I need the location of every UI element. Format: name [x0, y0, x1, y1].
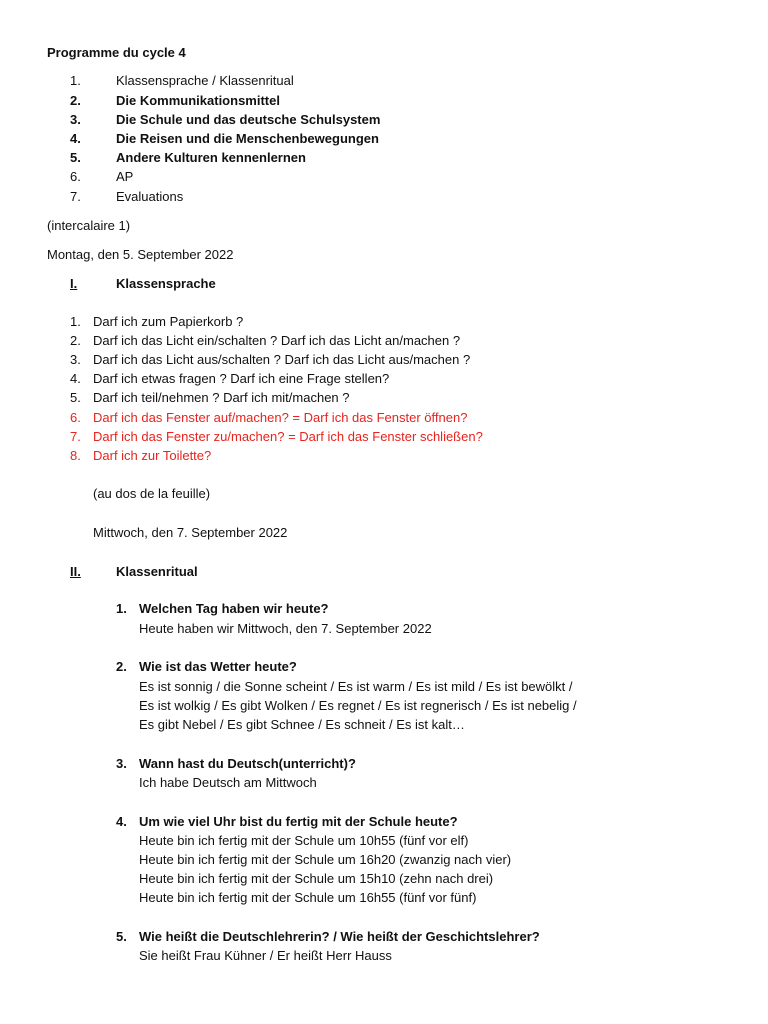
- item-text: Darf ich etwas fragen ? Darf ich eine Frage stellen?: [93, 371, 390, 386]
- programme-item-text: Die Kommunikationsmittel: [116, 93, 280, 108]
- programme-item: [70, 149, 306, 167]
- ritual-question: [116, 813, 458, 831]
- klassensprache-item: [70, 389, 350, 407]
- item-number: 1.: [70, 314, 81, 329]
- item-text: Darf ich das Fenster zu/machen? = Darf ich das Fenster schließen?: [93, 429, 483, 444]
- item-number: 4.: [70, 371, 81, 386]
- item-text: Darf ich das Licht ein/schalten ? Darf ich das Licht an/machen ?: [93, 333, 461, 348]
- item-number: 7.: [70, 429, 81, 444]
- au-dos-note: (au dos de la feuille): [93, 486, 211, 501]
- programme-item-number: 1.: [70, 73, 81, 88]
- klassensprache-item: [70, 351, 471, 369]
- document-title: Programme du cycle 4: [47, 45, 186, 60]
- programme-item-number: 6.: [70, 169, 81, 184]
- programme-item-text: Klassensprache / Klassenritual: [116, 73, 294, 88]
- programme-item-number: 7.: [70, 189, 81, 204]
- programme-item: [70, 111, 381, 129]
- section-title: Klassensprache: [116, 276, 216, 291]
- item-text: Darf ich das Licht aus/schalten ? Darf ich das Licht aus/machen ?: [93, 352, 471, 367]
- klassensprache-item: [70, 332, 461, 350]
- klassensprache-item: [70, 313, 244, 331]
- section-heading-klassenritual: [70, 563, 198, 581]
- ritual-answer: Heute haben wir Mittwoch, den 7. September 2022: [139, 621, 432, 636]
- programme-item: [70, 92, 280, 110]
- question-number: 2.: [116, 659, 127, 674]
- section-number: II.: [70, 564, 81, 579]
- programme-item-number: 5.: [70, 150, 81, 165]
- item-number: 2.: [70, 333, 81, 348]
- item-number: 5.: [70, 390, 81, 405]
- programme-item-number: 2.: [70, 93, 81, 108]
- item-number: 3.: [70, 352, 81, 367]
- item-text: Darf ich das Fenster auf/machen? = Darf ich das Fenster öffnen?: [93, 410, 468, 425]
- question-number: 4.: [116, 814, 127, 829]
- programme-item-text: Evaluations: [116, 189, 184, 204]
- programme-item-number: 4.: [70, 131, 81, 146]
- programme-item: [70, 188, 184, 206]
- question-number: 3.: [116, 756, 127, 771]
- ritual-answer: Es gibt Nebel / Es gibt Schnee / Es schneit / Es ist kalt…: [139, 717, 465, 732]
- section-number: I.: [70, 276, 78, 291]
- ritual-question: [116, 600, 329, 618]
- question-text: Wann hast du Deutsch(unterricht)?: [139, 756, 356, 771]
- ritual-answer: Ich habe Deutsch am Mittwoch: [139, 775, 317, 790]
- ritual-answer: Heute bin ich fertig mit der Schule um 16h55 (fünf vor fünf): [139, 890, 477, 905]
- item-text: Darf ich zur Toilette?: [93, 448, 212, 463]
- item-text: Darf ich teil/nehmen ? Darf ich mit/machen ?: [93, 390, 350, 405]
- question-text: Um wie viel Uhr bist du fertig mit der Schule heute?: [139, 814, 458, 829]
- item-text: Darf ich zum Papierkorb ?: [93, 314, 244, 329]
- programme-item-number: 3.: [70, 112, 81, 127]
- question-text: Wie ist das Wetter heute?: [139, 659, 297, 674]
- intercalaire-note: (intercalaire 1): [47, 218, 131, 233]
- question-text: Wie heißt die Deutschlehrerin? / Wie heißt der Geschichtslehrer?: [139, 929, 540, 944]
- ritual-answer: Es ist wolkig / Es gibt Wolken / Es regnet / Es ist regnerisch / Es ist nebelig /: [139, 698, 577, 713]
- question-number: 1.: [116, 601, 127, 616]
- ritual-question: [116, 755, 356, 773]
- item-number: 8.: [70, 448, 81, 463]
- programme-item-text: Andere Kulturen kennenlernen: [116, 150, 306, 165]
- programme-item: [70, 168, 134, 186]
- programme-item: [70, 130, 379, 148]
- section-title: Klassenritual: [116, 564, 198, 579]
- programme-item-text: Die Reisen und die Menschenbewegungen: [116, 131, 379, 146]
- section-heading-klassensprache: [70, 275, 216, 293]
- ritual-answer: Sie heißt Frau Kühner / Er heißt Herr Hauss: [139, 948, 392, 963]
- ritual-answer: Es ist sonnig / die Sonne scheint / Es ist warm / Es ist mild / Es ist bewölkt /: [139, 679, 573, 694]
- klassensprache-item-highlighted: [70, 447, 212, 465]
- klassensprache-item: [70, 370, 390, 388]
- ritual-question: [116, 658, 297, 676]
- programme-item: [70, 72, 294, 90]
- item-number: 6.: [70, 410, 81, 425]
- ritual-answer: Heute bin ich fertig mit der Schule um 16h20 (zwanzig nach vier): [139, 852, 512, 867]
- question-text: Welchen Tag haben wir heute?: [139, 601, 329, 616]
- klassensprache-item-highlighted: [70, 409, 468, 427]
- programme-item-text: Die Schule und das deutsche Schulsystem: [116, 112, 381, 127]
- programme-item-text: AP: [116, 169, 134, 184]
- ritual-answer: Heute bin ich fertig mit der Schule um 15h10 (zehn nach drei): [139, 871, 494, 886]
- klassensprache-item-highlighted: [70, 428, 483, 446]
- ritual-question: [116, 928, 540, 946]
- ritual-answer: Heute bin ich fertig mit der Schule um 10h55 (fünf vor elf): [139, 833, 469, 848]
- question-number: 5.: [116, 929, 127, 944]
- date-monday: Montag, den 5. September 2022: [47, 247, 234, 262]
- date-wednesday: Mittwoch, den 7. September 2022: [93, 525, 288, 540]
